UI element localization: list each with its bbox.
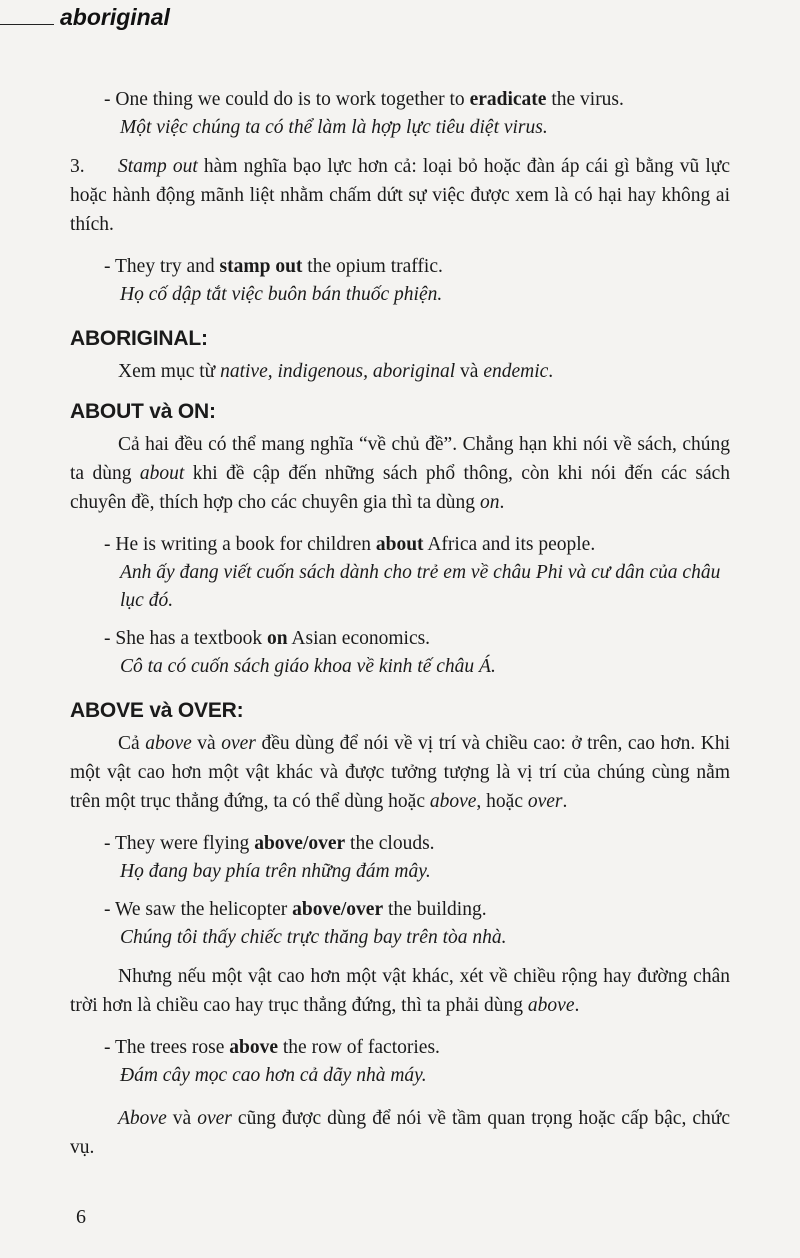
- heading-above-over: ABOVE và OVER:: [70, 699, 244, 722]
- example-above-over-helicopter: - We saw the helicopter above/over the building.: [104, 899, 487, 920]
- translation-trees: Đám cây mọc cao hơn cả dãy nhà máy.: [120, 1065, 427, 1086]
- paragraph-stamp-out: 3. Stamp out hàm nghĩa bạo lực hơn cả: loại bỏ hoặc đàn áp cái gì bằng vũ lực hoặc hành động mãnh liệt nhằm chấm dứt sự việc được xem là có hại hay không ai thích.: [70, 156, 730, 235]
- page-number: 6: [76, 1206, 86, 1228]
- example-eradicate: - One thing we could do is to work together to eradicate the virus.: [104, 89, 624, 110]
- translation-about: Anh ấy đang viết cuốn sách dành cho trẻ em về châu Phi và cư dân của châu lục đó.: [120, 562, 721, 611]
- example-stamp-out: - They try and stamp out the opium traffic.: [104, 256, 443, 277]
- heading-about-on: ABOUT và ON:: [70, 400, 216, 423]
- translation-on: Cô ta có cuốn sách giáo khoa về kinh tế châu Á.: [120, 656, 496, 677]
- header-rule: [0, 24, 54, 25]
- paragraph-above-width: Nhưng nếu một vật cao hơn một vật khác, xét về chiều rộng hay đường chân trời hơn là chiều cao hay trục thẳng đứng, thì ta phải dùng above.: [70, 966, 730, 1016]
- paragraph-about-on: Cả hai đều có thể mang nghĩa “về chủ đề”. Chẳng hạn khi nói về sách, chúng ta dùng about khi đề cập đến những sách phổ thông, còn khi nói đến các sách chuyên đề, thích hợp cho các chuyên gia thì ta dùng on.: [70, 434, 731, 513]
- paragraph-above-rank: Above và over cũng được dùng để nói về tầm quan trọng hoặc cấp bậc, chức vụ.: [70, 1108, 730, 1158]
- example-about: - He is writing a book for children about Africa and its people.: [104, 534, 596, 555]
- translation-clouds: Họ đang bay phía trên những đám mây.: [120, 861, 431, 882]
- example-on: - She has a textbook on Asian economics.: [104, 628, 431, 649]
- paragraph-above-over: Cả above và over đều dùng để nói về vị trí và chiều cao: ở trên, cao hơn. Khi một vật cao hơn một vật khác và được tưởng tượng là vị trí của chúng cùng nằm trên một trục thẳng đứng, ta có thể dùng hoặc above, hoặc over.: [70, 733, 730, 812]
- example-above-trees: - The trees rose above the row of factories.: [104, 1037, 440, 1058]
- page-content: [70, 86, 730, 1162]
- heading-aboriginal: ABORIGINAL:: [70, 327, 208, 350]
- running-head: aboriginal: [60, 4, 170, 30]
- translation-eradicate: Một việc chúng ta có thể làm là hợp lực tiêu diệt virus.: [120, 117, 548, 138]
- example-above-over-clouds: - They were flying above/over the clouds.: [104, 833, 435, 854]
- translation-helicopter: Chúng tôi thấy chiếc trực thăng bay trên tòa nhà.: [120, 927, 507, 948]
- translation-stamp-out: Họ cố dập tắt việc buôn bán thuốc phiện.: [120, 284, 443, 305]
- paragraph-aboriginal: Xem mục từ native, indigenous, aboriginal và endemic.: [118, 361, 554, 382]
